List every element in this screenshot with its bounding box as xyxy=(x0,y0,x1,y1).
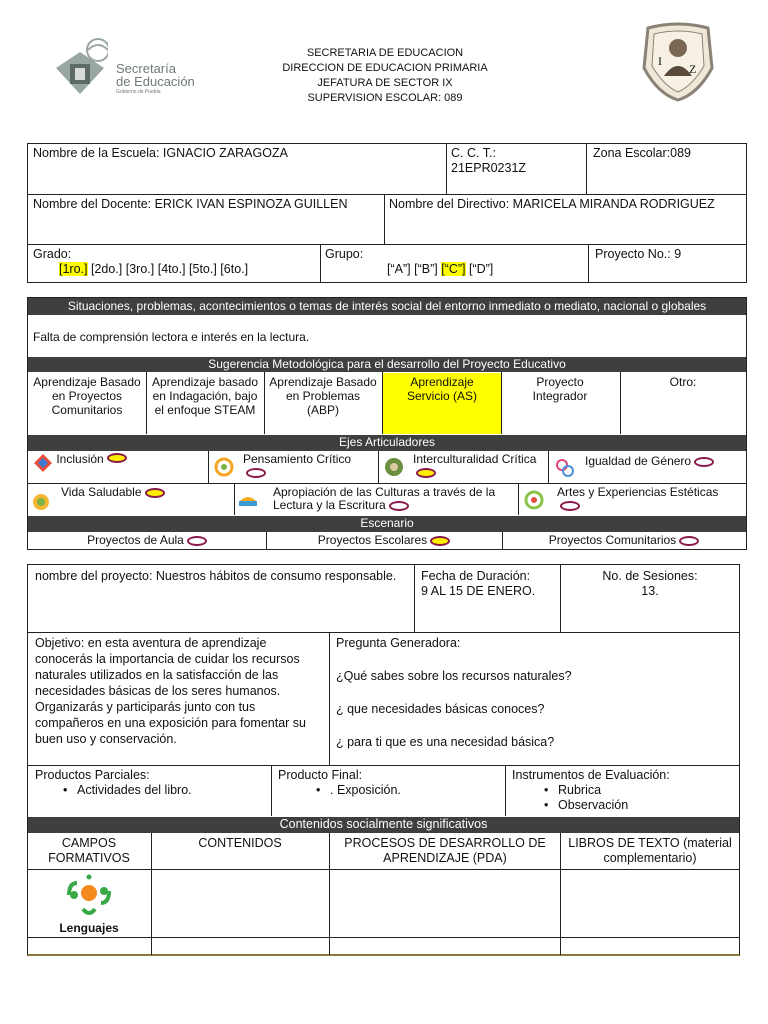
grupo-label: Grupo: xyxy=(325,247,364,261)
grupo xyxy=(320,245,588,283)
inclusion-icon xyxy=(33,453,53,473)
escenario-escolares xyxy=(266,532,502,549)
grado xyxy=(28,245,320,283)
pregunta-generadora xyxy=(331,633,731,765)
campo-lenguajes xyxy=(28,871,150,937)
producto-final xyxy=(273,766,505,816)
grado-options xyxy=(33,262,315,277)
fecha-duracion xyxy=(416,567,560,631)
producto-item: • Actividades del libro. xyxy=(77,783,265,798)
metodo-abp: Aprendizaje Basado en Problemas (ABP) xyxy=(269,375,377,417)
pregunta-label: Pregunta Generadora: xyxy=(336,636,461,650)
metodo-steam: Aprendizaje basado en Indagación, bajo el enfoque STEAM xyxy=(151,375,259,417)
header-line-1: SECRETARIA DE EDUCACION xyxy=(306,47,464,59)
final-item: • . Exposición. xyxy=(330,783,500,798)
pregunta-3: ¿ para ti que es una necesidad básica? xyxy=(336,735,555,749)
eje-artes xyxy=(518,484,746,516)
logo-line3: Gobierno de Puebla xyxy=(116,89,161,95)
productos-parciales xyxy=(30,766,270,816)
eje-igualdad xyxy=(548,451,746,483)
eje-vida-saludable xyxy=(28,484,234,516)
fecha-label: Fecha de Duración: xyxy=(421,569,531,583)
eje-igualdad-label: Igualdad de Género xyxy=(585,454,692,468)
seal-letter-i: I xyxy=(658,54,662,68)
metodo-integrador: Proyecto Integrador xyxy=(532,375,588,403)
oval-pensamiento xyxy=(246,468,266,478)
docente: Nombre del Docente: ERICK IVAN ESPINOZA GUILLEN xyxy=(33,197,348,211)
col-contenidos: CONTENIDOS xyxy=(198,836,282,850)
igualdad-genero-icon xyxy=(554,457,576,479)
productos-label: Productos Parciales: xyxy=(35,768,150,782)
school-seal-icon xyxy=(638,22,718,102)
directivo: Nombre del Directivo: MARICELA MIRANDA RODRIGUEZ xyxy=(389,197,715,211)
situaciones-heading: Situaciones, problemas, acontecimientos o temas de interés social del entorno inmediato o mediato, nacional o globales xyxy=(28,298,746,315)
sesiones-label: No. de Sesiones: xyxy=(602,569,698,583)
pregunta-1: ¿Qué sabes sobre los recursos naturales? xyxy=(336,669,572,683)
objetivo xyxy=(30,633,328,765)
escenario-aula xyxy=(28,532,266,549)
eje-inclusion-label: Inclusión xyxy=(56,452,104,466)
header-line-2: DIRECCION DE EDUCACION PRIMARIA xyxy=(282,62,488,74)
grupo-c: [“C”] xyxy=(441,262,466,276)
eje-pensamiento xyxy=(208,451,378,483)
apropiacion-culturas-icon xyxy=(237,490,259,508)
instrumento-item-1: • Rubrica xyxy=(558,783,734,798)
ejes-heading: Ejes Articuladores xyxy=(28,435,746,451)
eje-vida-saludable-label: Vida Saludable xyxy=(61,485,142,499)
oval-igualdad xyxy=(694,457,714,467)
school-seal xyxy=(638,22,718,102)
campo-lenguajes-label: Lenguajes xyxy=(59,921,119,935)
proyecto-nombre: nombre del proyecto: Nuestros hábitos de consumo responsable. xyxy=(35,569,397,583)
logo-line2: de Educación xyxy=(116,74,195,89)
grado-3: [3ro.] xyxy=(125,262,155,276)
instrumentos xyxy=(507,766,739,816)
objetivo-text-2: Organizarás y participarás junto con tus compañeros en una exposición para fomentar su buen uso y conservación. xyxy=(35,700,306,746)
pensamiento-critico-icon xyxy=(214,457,234,477)
escenario-aula-label: Proyectos de Aula xyxy=(87,533,184,547)
proyecto-section xyxy=(27,564,740,956)
grado-6: [6to.] xyxy=(220,262,249,276)
lenguajes-icon xyxy=(65,873,113,917)
eje-pensamiento-label: Pensamiento Crítico xyxy=(243,452,352,466)
eje-apropiacion xyxy=(234,484,518,516)
sesiones-value: 13. xyxy=(641,584,659,598)
contenidos-heading: Contenidos socialmente significativos xyxy=(28,817,739,833)
grado-label: Grado: xyxy=(33,247,72,261)
oval-aula xyxy=(187,536,207,546)
instrumentos-label: Instrumentos de Evaluación: xyxy=(512,768,670,782)
escenario-comunitarios-label: Proyectos Comunitarios xyxy=(548,533,677,547)
eje-interculturalidad xyxy=(378,451,548,483)
escenario-heading: Escenario xyxy=(28,516,746,532)
grado-5: [5to.] xyxy=(189,262,217,276)
metodo-otro: Otro: xyxy=(669,375,697,389)
sep-logo-icon xyxy=(52,38,108,96)
header-line-4: SUPERVISION ESCOLAR: 089 xyxy=(307,92,463,104)
logo-line1: Secretaría xyxy=(116,61,176,76)
final-label: Producto Final: xyxy=(278,768,363,782)
instrumento-item-2: • Observación xyxy=(558,798,734,813)
oval-apropiacion xyxy=(389,501,409,511)
situaciones-section xyxy=(27,297,747,550)
escenario-escolares-label: Proyectos Escolares xyxy=(317,533,428,547)
oval-inclusion xyxy=(107,453,127,463)
cct xyxy=(446,144,586,194)
artes-experiencias-icon xyxy=(524,490,544,510)
eje-apropiacion-label: Apropiación de las Culturas a través de la Lectura y la Escritura xyxy=(273,485,496,512)
situaciones-text: Falta de comprensión lectora e interés en la lectura. xyxy=(33,330,310,344)
grupo-b: [“B”] xyxy=(414,262,438,276)
cct-value: 21EPR0231Z xyxy=(451,161,527,175)
grado-2: [2do.] xyxy=(90,262,123,276)
eje-artes-label: Artes y Experiencias Estéticas xyxy=(557,485,719,499)
sep-logo xyxy=(52,38,202,108)
metodo-abpc: Aprendizaje Basado en Proyectos Comunitarios xyxy=(33,375,141,417)
eje-inclusion xyxy=(28,451,208,483)
oval-comunitarios xyxy=(679,536,699,546)
header-title xyxy=(240,46,530,106)
metodologia-heading: Sugerencia Metodológica para el desarrollo del Proyecto Educativo xyxy=(28,357,746,372)
header-line-3: JEFATURA DE SECTOR IX xyxy=(317,77,453,89)
grado-1: [1ro.] xyxy=(59,262,88,276)
zona-escolar: Zona Escolar:089 xyxy=(593,146,691,160)
proyecto-no: Proyecto No.: 9 xyxy=(595,247,682,261)
school-name: Nombre de la Escuela: IGNACIO ZARAGOZA xyxy=(33,146,288,160)
metodo-as: Aprendizaje Servicio (AS) xyxy=(383,373,501,434)
col-libros: LIBROS DE TEXTO (material complementario) xyxy=(568,836,732,865)
eje-interculturalidad-label: Interculturalidad Crítica xyxy=(413,452,537,466)
pregunta-2: ¿ que necesidades básicas conoces? xyxy=(336,702,545,716)
fecha-value: 9 AL 15 DE ENERO. xyxy=(421,584,536,598)
col-campos: CAMPOS FORMATIVOS xyxy=(48,836,130,865)
oval-artes xyxy=(560,501,580,511)
oval-escolares xyxy=(430,536,450,546)
interculturalidad-icon xyxy=(384,457,404,477)
col-pda: PROCESOS DE DESARROLLO DE APRENDIZAJE (PDA) xyxy=(344,836,546,865)
school-info-table xyxy=(27,143,747,283)
grupo-options xyxy=(325,262,583,277)
sesiones xyxy=(561,567,739,631)
grupo-d: [“D”] xyxy=(468,262,494,276)
cct-label: C. C. T.: xyxy=(451,146,496,160)
grupo-a: [“A”] xyxy=(387,262,411,276)
oval-vida-saludable xyxy=(145,488,165,498)
seal-letter-z: Z xyxy=(689,62,697,76)
grado-4: [4to.] xyxy=(157,262,186,276)
oval-interculturalidad xyxy=(416,468,436,478)
escenario-comunitarios xyxy=(502,532,746,549)
objetivo-text: Objetivo: en esta aventura de aprendizaje conocerás la importancia de cuidar los recursos naturales utilizados en la satisfacción de las necesidades básicas de los seres humanos. xyxy=(35,636,300,698)
vida-saludable-icon xyxy=(31,492,51,512)
